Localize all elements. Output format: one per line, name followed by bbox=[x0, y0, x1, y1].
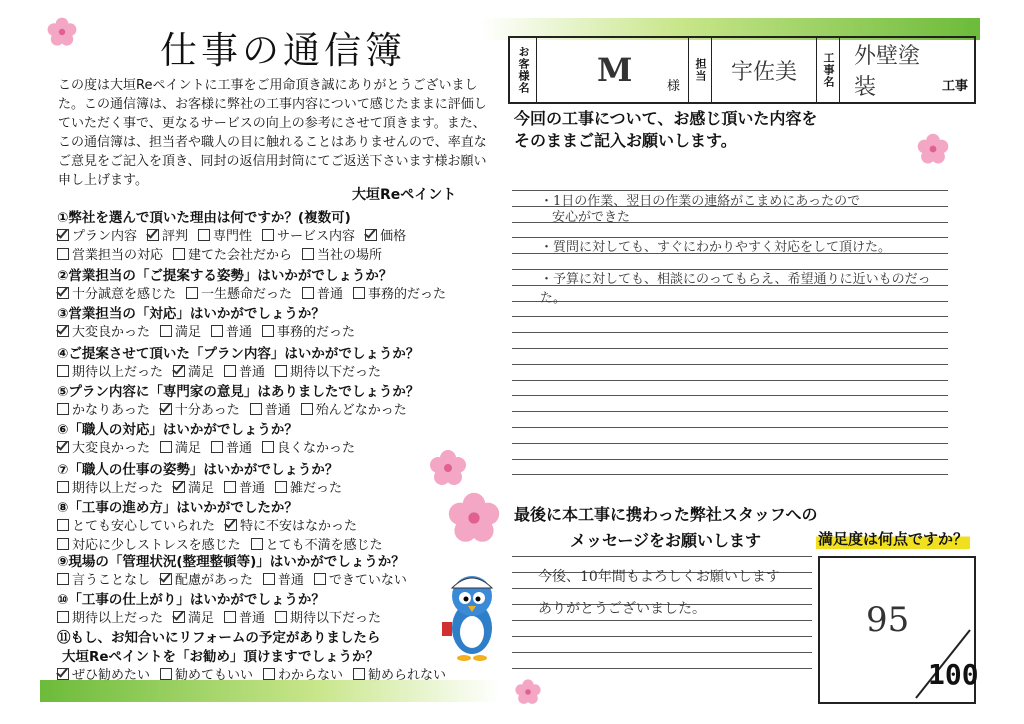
satisfaction-score-box bbox=[818, 556, 979, 704]
checked-checkbox-icon[interactable] bbox=[57, 668, 69, 680]
comment-line: ・1日の作業、翌日の作業の連絡がこまめにあったので bbox=[540, 194, 861, 209]
answer-option[interactable] bbox=[160, 399, 240, 418]
sakura-flower-icon bbox=[916, 132, 950, 166]
comment-line: ・予算に対しても、相談にのってもらえ、希望通りに近いものだった。 bbox=[540, 272, 931, 306]
ruled-line bbox=[512, 652, 812, 653]
answer-options bbox=[57, 244, 392, 263]
answer-option[interactable] bbox=[57, 244, 163, 263]
answer-option[interactable] bbox=[160, 321, 201, 340]
comment-prompt-line2: そのままご記入お願いします。 bbox=[514, 131, 737, 150]
answer-label: 満足 bbox=[175, 441, 202, 456]
answer-label: 期待以上だった bbox=[72, 611, 164, 626]
answer-label: わからない bbox=[278, 668, 344, 683]
answer-label: 普通 bbox=[226, 441, 253, 456]
answer-option[interactable] bbox=[186, 283, 292, 302]
answer-option[interactable] bbox=[365, 225, 406, 244]
answer-option[interactable] bbox=[57, 321, 150, 340]
checkbox-icon[interactable] bbox=[251, 538, 263, 550]
answer-options bbox=[57, 515, 367, 534]
checkbox-icon[interactable] bbox=[57, 248, 69, 260]
answer-label: 対応に少しストレスを感じた bbox=[72, 538, 241, 553]
work-suffix: 工事 bbox=[941, 79, 968, 94]
answer-option[interactable] bbox=[57, 437, 150, 456]
ruled-line bbox=[512, 620, 812, 621]
answer-option[interactable] bbox=[275, 477, 342, 496]
ruled-line bbox=[512, 348, 948, 349]
score-question: 満足度は何点ですか？ bbox=[818, 530, 969, 548]
checkbox-icon[interactable] bbox=[263, 668, 275, 680]
answer-option[interactable] bbox=[353, 664, 446, 683]
answer-label: 建てた会社だから bbox=[188, 248, 293, 263]
answer-option[interactable] bbox=[224, 361, 265, 380]
answer-label: 期待以上だった bbox=[72, 365, 164, 380]
checkbox-icon[interactable] bbox=[173, 248, 185, 260]
staff-name-cell bbox=[712, 38, 817, 102]
ruled-line bbox=[512, 668, 812, 669]
checkbox-icon[interactable] bbox=[262, 441, 274, 453]
answer-option[interactable] bbox=[262, 225, 355, 244]
checked-checkbox-icon[interactable] bbox=[160, 403, 172, 415]
checked-checkbox-icon[interactable] bbox=[365, 229, 377, 241]
answer-options bbox=[57, 321, 365, 340]
ruled-line bbox=[512, 443, 948, 444]
answer-option[interactable] bbox=[57, 664, 150, 683]
staff-label: 担当 bbox=[694, 58, 707, 82]
checked-checkbox-icon[interactable] bbox=[160, 573, 172, 585]
checkbox-icon[interactable] bbox=[302, 248, 314, 260]
checked-checkbox-icon[interactable] bbox=[225, 519, 237, 531]
answer-label: 価格 bbox=[380, 229, 407, 244]
checkbox-icon[interactable] bbox=[302, 287, 314, 299]
checkbox-icon[interactable] bbox=[353, 668, 365, 680]
answer-label: 事務的だった bbox=[368, 287, 447, 302]
answer-label: とても不満を感じた bbox=[265, 538, 383, 553]
page-title: 仕事の通信簿 bbox=[160, 29, 406, 72]
answer-label: とても安心していられた bbox=[72, 519, 216, 534]
checked-checkbox-icon[interactable] bbox=[57, 229, 69, 241]
checkbox-icon[interactable] bbox=[224, 481, 236, 493]
question-text: ⑧「工事の進め方」はいかがでしたか？ bbox=[57, 500, 298, 516]
checkbox-icon[interactable] bbox=[250, 403, 262, 415]
checkbox-icon[interactable] bbox=[224, 611, 236, 623]
answer-option[interactable] bbox=[160, 664, 253, 683]
checkbox-icon[interactable] bbox=[314, 573, 326, 585]
checkbox-icon[interactable] bbox=[57, 573, 69, 585]
answer-label: 満足 bbox=[188, 365, 215, 380]
answer-options bbox=[57, 607, 391, 626]
checkbox-icon[interactable] bbox=[57, 481, 69, 493]
answer-label: 殆んどなかった bbox=[315, 403, 407, 418]
score-max: 100 bbox=[928, 658, 979, 691]
ruled-line bbox=[512, 474, 948, 475]
answer-options bbox=[57, 569, 417, 588]
comment-area bbox=[512, 188, 948, 488]
ruled-line bbox=[512, 556, 812, 557]
message-line: ありがとうございました。 bbox=[538, 601, 706, 617]
answer-option[interactable] bbox=[57, 607, 163, 626]
answer-option[interactable] bbox=[147, 225, 188, 244]
answer-label: 普通 bbox=[317, 287, 344, 302]
checked-checkbox-icon[interactable] bbox=[57, 287, 69, 299]
question-text: ④ご提案させて頂いた「プラン内容」はいかがでしょうか？ bbox=[57, 346, 420, 362]
customer-name-cell bbox=[537, 38, 689, 102]
answer-option[interactable] bbox=[263, 569, 304, 588]
ruled-line bbox=[512, 636, 812, 637]
answer-label: 普通 bbox=[239, 365, 266, 380]
answer-label: 配慮があった bbox=[175, 573, 253, 588]
checkbox-icon[interactable] bbox=[211, 441, 223, 453]
answer-options bbox=[57, 477, 352, 496]
answer-label: 普通 bbox=[239, 481, 266, 496]
checkbox-icon[interactable] bbox=[57, 365, 69, 377]
answer-option[interactable] bbox=[173, 477, 214, 496]
answer-option[interactable] bbox=[262, 437, 355, 456]
answer-option[interactable] bbox=[302, 283, 343, 302]
checkbox-icon[interactable] bbox=[160, 668, 172, 680]
checkbox-icon[interactable] bbox=[275, 481, 287, 493]
ruled-line bbox=[512, 588, 812, 589]
company-name: 大垣Reペイント bbox=[352, 187, 457, 203]
answer-label: 雑だった bbox=[290, 481, 343, 496]
question-text: ⑤プラン内容に「専門家の意見」はありましたでしょうか？ bbox=[57, 384, 420, 400]
answer-option[interactable] bbox=[302, 244, 382, 263]
answer-label: 専門性 bbox=[213, 229, 253, 244]
answer-label: 十分誠意を感じた bbox=[72, 287, 177, 302]
answer-option[interactable] bbox=[160, 569, 253, 588]
answer-option[interactable] bbox=[250, 399, 291, 418]
answer-option[interactable] bbox=[224, 607, 265, 626]
message-prompt bbox=[514, 502, 818, 554]
answer-label: 大変良かった bbox=[72, 441, 151, 456]
message-area bbox=[512, 552, 812, 682]
answer-label: 一生懸命だった bbox=[201, 287, 293, 302]
checkbox-icon[interactable] bbox=[160, 325, 172, 337]
answer-label: 特に不安はなかった bbox=[240, 519, 358, 534]
ruled-line bbox=[512, 316, 948, 317]
answer-label: 十分あった bbox=[174, 403, 240, 418]
answer-label: 期待以下だった bbox=[290, 611, 382, 626]
checked-checkbox-icon[interactable] bbox=[173, 365, 185, 377]
checked-checkbox-icon[interactable] bbox=[147, 229, 159, 241]
question-text: ①弊社を選んで頂いた理由は何ですか？(複数可) bbox=[57, 210, 351, 226]
answer-label: 期待以上だった bbox=[72, 481, 164, 496]
answer-option[interactable] bbox=[211, 437, 252, 456]
checkbox-icon[interactable] bbox=[301, 403, 313, 415]
answer-option[interactable] bbox=[57, 283, 176, 302]
answer-label: 満足 bbox=[188, 611, 215, 626]
answer-options bbox=[57, 225, 416, 244]
answer-option[interactable] bbox=[160, 437, 201, 456]
staff-label-cell bbox=[689, 38, 712, 102]
answer-label: 満足 bbox=[188, 481, 215, 496]
answer-label: 言うことなし bbox=[72, 573, 151, 588]
question-text: ⑨現場の「管理状況(整理整頓等)」はいかがでしょうか？ bbox=[57, 554, 405, 570]
ruled-line bbox=[512, 332, 948, 333]
answer-option[interactable] bbox=[353, 283, 446, 302]
answer-label: 満足 bbox=[175, 325, 202, 340]
question-text: ②営業担当の「ご提案する姿勢」はいかがでしょうか？ bbox=[57, 268, 393, 284]
answer-option[interactable] bbox=[314, 569, 407, 588]
work-label: 工事名 bbox=[822, 52, 835, 88]
checkbox-icon[interactable] bbox=[57, 538, 69, 550]
answer-option[interactable] bbox=[224, 477, 265, 496]
answer-label: 普通 bbox=[226, 325, 253, 340]
answer-option[interactable] bbox=[57, 477, 163, 496]
answer-option[interactable] bbox=[57, 399, 150, 418]
checkbox-icon[interactable] bbox=[186, 287, 198, 299]
answer-options bbox=[57, 664, 456, 683]
mascot-illustration bbox=[436, 566, 508, 666]
work-name-cell bbox=[840, 38, 974, 102]
sakura-flower-icon bbox=[46, 16, 78, 48]
answer-label: できていない bbox=[328, 573, 407, 588]
answer-label: 大変良かった bbox=[72, 325, 151, 340]
answer-option[interactable] bbox=[263, 664, 343, 683]
answer-label: 事務的だった bbox=[277, 325, 356, 340]
ruled-line bbox=[512, 411, 948, 412]
customer-label: お客様名 bbox=[517, 46, 530, 94]
answer-option[interactable] bbox=[198, 225, 252, 244]
answer-label: 営業担当の対応 bbox=[72, 248, 164, 263]
sakura-flower-icon bbox=[428, 448, 468, 488]
ruled-line bbox=[512, 459, 948, 460]
customer-label-cell bbox=[510, 38, 537, 102]
answer-option[interactable] bbox=[173, 361, 214, 380]
answer-options bbox=[57, 437, 365, 456]
answer-options bbox=[57, 361, 391, 380]
checkbox-icon[interactable] bbox=[224, 365, 236, 377]
answer-option[interactable] bbox=[57, 225, 137, 244]
answer-option[interactable] bbox=[173, 607, 214, 626]
answer-label: 普通 bbox=[264, 403, 291, 418]
checkbox-icon[interactable] bbox=[262, 325, 274, 337]
customer-name: M bbox=[597, 51, 633, 89]
work-label-cell bbox=[817, 38, 840, 102]
answer-option[interactable] bbox=[225, 515, 357, 534]
comment-prompt bbox=[514, 108, 817, 152]
checked-checkbox-icon[interactable] bbox=[173, 611, 185, 623]
question-text: ⑩「工事の仕上がり」はいかがでしょうか？ bbox=[57, 592, 325, 608]
answer-option[interactable] bbox=[173, 244, 292, 263]
answer-options bbox=[57, 283, 456, 302]
checkbox-icon[interactable] bbox=[263, 573, 275, 585]
checked-checkbox-icon[interactable] bbox=[57, 441, 69, 453]
comment-line: ・質問に対しても、すぐにわかりやすく対応をして頂けた。 bbox=[540, 240, 892, 255]
answer-option[interactable] bbox=[211, 321, 252, 340]
answer-label: サービス内容 bbox=[277, 229, 356, 244]
checkbox-icon[interactable] bbox=[275, 611, 287, 623]
question-text: 大垣Reペイントを「お勧め」頂けますでしょうか？ bbox=[62, 649, 379, 665]
sakura-flower-icon bbox=[514, 678, 542, 706]
answer-label: ぜひ勧めたい bbox=[72, 668, 151, 683]
answer-option[interactable] bbox=[57, 515, 215, 534]
answer-label: 勧められない bbox=[368, 668, 447, 683]
checkbox-icon[interactable] bbox=[353, 287, 365, 299]
answer-option[interactable] bbox=[57, 361, 163, 380]
staff-name: 宇佐美 bbox=[730, 59, 797, 85]
answer-label: プラン内容 bbox=[72, 229, 138, 244]
checkbox-icon[interactable] bbox=[57, 403, 69, 415]
answer-option[interactable] bbox=[57, 569, 150, 588]
header-table bbox=[508, 36, 976, 104]
ruled-line bbox=[512, 380, 948, 381]
message-line: 今後、10年間もよろしくお願いします bbox=[538, 569, 780, 585]
answer-options bbox=[57, 399, 417, 418]
question-text: ⑦「職人の仕事の姿勢」はいかがでしょうか？ bbox=[57, 462, 339, 478]
comment-line: 安心ができた bbox=[552, 210, 631, 225]
intro-paragraph: この度は大垣Reペイントに工事をご用命頂き誠にありがとうございました。この通信簿は、お客様に弊社の工事内容について感じたままに評価していただく事で、更なるサービスの向上の参考にさせて頂きます。また、この通信簿は、担当者や職人の目に触れることはありませんので、率直なご意見をご記入を頂き、同封の返信用封筒にてご返送下さいます様お願い申し上げます。 bbox=[58, 78, 487, 188]
checkbox-icon[interactable] bbox=[275, 365, 287, 377]
checkbox-icon[interactable] bbox=[57, 611, 69, 623]
answer-label: 期待以下だった bbox=[290, 365, 382, 380]
checked-checkbox-icon[interactable] bbox=[57, 325, 69, 337]
sakura-flower-icon bbox=[446, 490, 502, 546]
checkbox-icon[interactable] bbox=[262, 229, 274, 241]
question-text: ③営業担当の「対応」はいかがでしょうか？ bbox=[57, 306, 325, 322]
message-prompt-line2: メッセージをお願いします bbox=[570, 531, 762, 550]
answer-option[interactable] bbox=[262, 321, 355, 340]
answer-label: 普通 bbox=[277, 573, 304, 588]
answer-label: 勧めてもいい bbox=[175, 668, 254, 683]
message-prompt-line1: 最後に本工事に携わった弊社スタッフへの bbox=[514, 505, 818, 524]
ruled-line bbox=[512, 364, 948, 365]
answer-label: 普通 bbox=[239, 611, 266, 626]
question-text: ⑪もし、お知合いにリフォームの予定がありましたら bbox=[57, 630, 381, 646]
answer-option[interactable] bbox=[301, 399, 407, 418]
sama-label: 様 bbox=[666, 79, 680, 94]
work-name: 外壁塗装 bbox=[854, 44, 921, 100]
checkbox-icon[interactable] bbox=[211, 325, 223, 337]
checkbox-icon[interactable] bbox=[160, 441, 172, 453]
ruled-line bbox=[512, 427, 948, 428]
answer-label: 評判 bbox=[162, 229, 189, 244]
score-value: 95 bbox=[866, 600, 910, 640]
answer-option[interactable] bbox=[275, 607, 381, 626]
answer-label: 良くなかった bbox=[277, 441, 356, 456]
checked-checkbox-icon[interactable] bbox=[173, 481, 185, 493]
ruled-line bbox=[512, 395, 948, 396]
answer-label: 当社の場所 bbox=[317, 248, 383, 263]
answer-label: かなりあった bbox=[72, 403, 150, 418]
answer-option[interactable] bbox=[275, 361, 381, 380]
comment-prompt-line1: 今回の工事について、お感じ頂いた内容を bbox=[514, 109, 818, 128]
checkbox-icon[interactable] bbox=[57, 519, 69, 531]
question-text: ⑥「職人の対応」はいかがでしょうか？ bbox=[57, 422, 298, 438]
checkbox-icon[interactable] bbox=[198, 229, 210, 241]
